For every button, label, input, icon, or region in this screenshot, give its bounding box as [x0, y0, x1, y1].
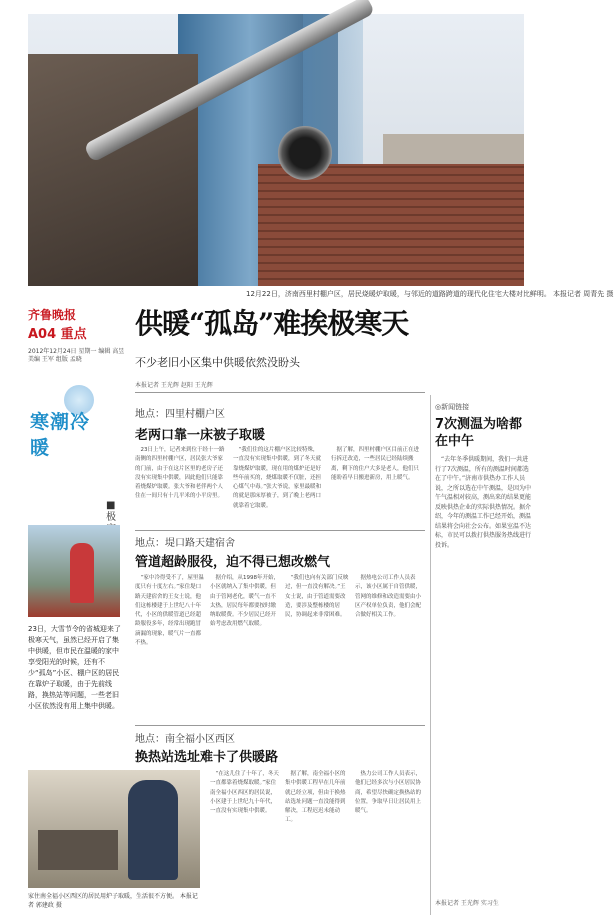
section1-col2: “我们住的这片棚户区比较特殊，一直没有实现集中供暖，到了冬天就靠烧煤炉取暖，现在用的煤炉还是好些年前买的，烧煤取暖不仅脏，还担心煤气中毒。”张大爷说，家里最暖和的就是那床厚被子，到了晚上老两口就靠着它取暖。	[233, 447, 322, 509]
issue-meta: 2012年12月24日 星期一 编辑 高昱 美编 王军 组版 孟晓	[28, 348, 125, 363]
main-headline: 供暖“孤岛”难挨极寒天	[135, 307, 409, 340]
section3-col1: “在这儿住了十年了，冬天一直都靠着烧煤取暖。”家住南全福小区西区的居民说，小区建于上世纪九十年代，一直没有实现集中供暖。	[210, 771, 279, 815]
chimney-opening	[278, 126, 332, 180]
section1-heading: 老两口靠一床被子取暖	[135, 428, 266, 443]
section2-col2: 据介绍，从1998年开始，小区就纳入了集中供暖，但由于管网老化，暖气一直不太热，居民每年都要按时缴纳取暖费。不少居民已经开始考虑改用燃气取暖。	[210, 575, 279, 628]
man-figure	[128, 780, 178, 880]
section3-location: 地点：南全福小区西区	[135, 734, 235, 745]
section1-location: 地点：四里村棚户区	[135, 409, 225, 420]
section2-heading: 管道超龄服役，迫不得已想改燃气	[135, 555, 331, 570]
section2-location: 地点：堤口路天建宿舍	[135, 538, 235, 549]
divider	[135, 725, 425, 726]
hero-photo	[28, 14, 524, 286]
person-figure	[70, 543, 94, 603]
side-tag: ■极	[106, 500, 116, 523]
bottom-caption: 家住南全福小区西区的居民用炉子取暖，生活很不方便。 本报记者 郭建政 摄	[28, 893, 198, 909]
section1-col1: 23日上午，记者来到位于经十一路南侧的四里村棚户区，居民张大爷家的门前，由于在这片区里的老房子还没有实现集中供暖，因此他们只能靠着烧煤炉取暖。张大爷和老伴两个人住在一间只有十几平米的小平房里。	[135, 447, 225, 500]
section3-heading: 换热站选址难卡了供暖路	[135, 750, 279, 765]
sidebar-divider	[430, 395, 431, 915]
section2-col4: 据热电公司工作人员表示，该小区属于自管供暖，管网的维修和改造需要由小区产权单位负责，他们会配合做好相关工作。	[355, 575, 422, 619]
sub-headline: 不少老旧小区集中供暖依然没盼头	[135, 356, 300, 369]
section2-col3: “我们也向有关部门反映过，但一直没有解决。”王女士说，由于管道需要改造，要涉及整栋楼的居民，协调起来非常困难。	[285, 575, 349, 619]
side-text: 23日，大雪节令的省城迎来了极寒天气，虽然已经开启了集中供暖，但市民在温暖的家中享受阳光的时候，还有不少“孤岛”小区、棚户区的居民在靠炉子取暖，由于先前线路，换热站等问题，一些老旧小区依然没有用上集中供暖。	[28, 625, 121, 710]
sidebar-title: 7次测温为啥都在中午	[435, 417, 523, 449]
sidebar-body: “去年冬季供暖期间，我们一共进行了7次测温，所有的测温时间都选在了中午。”济南市供热办工作人员说，之所以选在中午测温，是因为中午气温相对较高，测出来的结果更能反映供热企业的实际供热情况。据介绍，今年的测温工作已经开始，测温结果将会向社会公布。如果室温不达标，市民可以拨打供热服务热线进行投诉。	[435, 456, 532, 549]
shack-wall	[28, 54, 198, 286]
newspaper-logo: 齐鲁晚报	[28, 308, 77, 322]
brick-wall	[258, 164, 524, 286]
cold-wave-label: 寒潮冷暖	[30, 411, 91, 459]
divider	[135, 392, 425, 393]
bottom-photo	[28, 770, 200, 888]
side-photo	[28, 525, 120, 617]
hero-caption: 12月22日，济南西里村棚户区，居民烧暖炉取暖，与邻近的道路跨道的现代化住宅大楼对比鲜明。 本报记者 周青先 摄	[246, 290, 614, 298]
stove-shape	[38, 830, 118, 870]
section2-col1: “家中冷得受不了，屋里温度只有十度左右。”家住堤口路天建宿舍的王女士说，他们这栋楼建于上世纪八十年代，小区的供暖管道已经超龄服役多年，经常出现跑冒滴漏的现象，暖气片一直都不热。	[135, 575, 204, 647]
divider	[135, 530, 425, 531]
section3-col2: 据了解，南全福小区的集中供暖工程早在几年前就已经立项，但由于换热站选址问题一直没能得到解决，工程迟迟未能动工。	[285, 771, 346, 824]
section3-col3: 热力公司工作人员表示，他们已经多次与小区居民协商，希望尽快确定换热站的位置，争取早日让居民用上暖气。	[355, 771, 422, 815]
page-number: A04 重点	[28, 327, 87, 342]
section1-col3: 据了解，四里村棚户区目前正在进行拆迁改造，一些居民已经陆续搬离，剩下的住户大多是老人，他们只能盼着早日搬进新房，用上暖气。	[331, 447, 420, 481]
news-link-label: ◎新闻链接	[435, 403, 470, 411]
cold-wave-tag	[28, 385, 100, 505]
sidebar-byline: 本报记者 王光辉 实习生	[435, 900, 499, 907]
byline: 本报记者 王光辉 赵阳 王光辉	[135, 382, 213, 389]
